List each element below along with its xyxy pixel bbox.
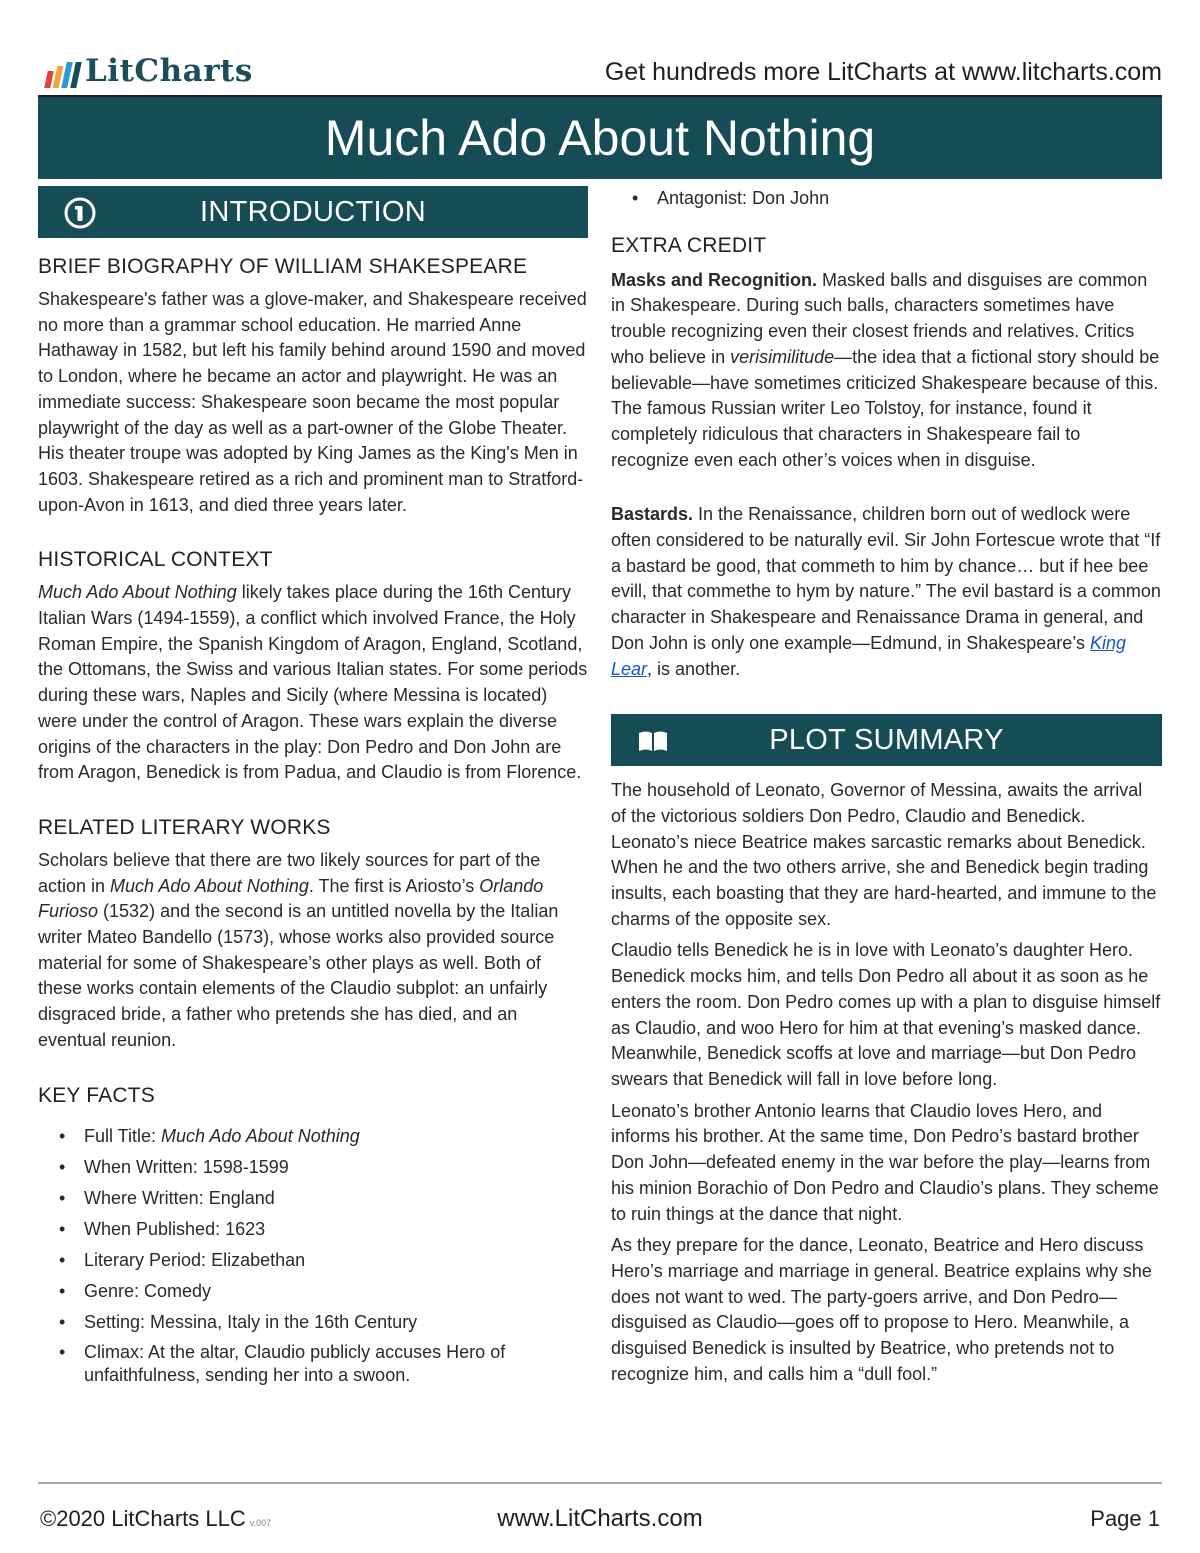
play-title-italic: Much Ado About Nothing: [38, 582, 237, 603]
page-number: Page 1: [1090, 1506, 1160, 1531]
related-text-part: Scholars believe that there are two likely sources for part of the action in: [38, 849, 541, 896]
masks-recognition-label: Masks and Recognition.: [611, 269, 818, 290]
introduction-section-header: [38, 186, 588, 238]
historical-context-text: [38, 580, 588, 786]
related-works-text: [38, 848, 588, 1054]
extra-credit-text-part: In the Renaissance, children born out of wedlock were often considered to be naturally evil. Sir John Fortescue wrote that “If a bastard be good, that commeth to him by chance… but if hee bee evill, that commethe to hym by nature.” The evil bastard is a common character in Shakespeare and Renaissance Drama in general, and Don John is only one example—Edmund, in Shakespeare’s: [611, 504, 1161, 653]
key-fact-value: Elizabethan: [211, 1249, 306, 1270]
key-fact-value: Comedy: [144, 1280, 212, 1301]
plot-paragraph: Claudio tells Benedick he is in love with Leonato’s daughter Hero. Benedick mocks him, and tells Don Pedro all about it as soon as he enters the room. Don Pedro comes up with a plan to disguise himself as Claudio, and woo Hero for him at that evening’s masked dance. Meanwhile, Benedick scoffs at love and marriage—but Don Pedro swears that Benedick will fall in love before long.: [611, 940, 1161, 1089]
version-text: v.007: [249, 1518, 272, 1528]
plot-paragraph: Leonato’s brother Antonio learns that Claudio loves Hero, and informs his brother. At the same time, Don Pedro’s bastard brother Don John—defeated enemy in the war before the play—learns from his minion Borachio of Don Pedro and Claudio’s plans. They scheme to ruin things at the dance that night.: [611, 1100, 1159, 1224]
extra-credit-heading: EXTRA CREDIT: [611, 233, 767, 257]
key-facts-list: [38, 1124, 588, 1387]
introduction-title: INTRODUCTION: [200, 195, 426, 228]
key-fact-item: [38, 1248, 588, 1274]
key-fact-label: When Published:: [84, 1218, 226, 1239]
masks-recognition-text: [611, 268, 1162, 474]
key-fact-label: Where Written:: [84, 1187, 209, 1208]
key-fact-value: 1623: [225, 1218, 266, 1239]
logo-bars-icon: [46, 60, 79, 88]
key-fact-value: Messina, Italy in the 16th Century: [150, 1311, 418, 1332]
page-header: [38, 50, 1162, 96]
page-title: Much Ado About Nothing: [38, 97, 1162, 179]
related-italic-title: Much Ado About Nothing: [110, 875, 309, 896]
key-fact-item: [611, 186, 1162, 212]
key-facts-list-continued: [611, 186, 1162, 212]
header-tagline[interactable]: Get hundreds more LitCharts at www.litcharts.com: [604, 58, 1162, 86]
bastards-label: Bastards.: [611, 504, 694, 525]
biography-text: Shakespeare's father was a glove-maker, and Shakespeare received no more than a grammar school education. He married Anne Hathaway in 1582, but left his family behind around 1590 and moved to London, where he became an actor and playwright. He was an immediate success: Shakespeare soon became the most popular playwright of the day as well as a part-owner of the Globe Theater. His theater troupe was adopted by King James as the King's Men in 1603. Shakespeare retired as a rich and prominent man to Stratford-upon-Avon in 1613, and died three years later.: [38, 289, 587, 515]
key-fact-label: Climax:: [84, 1341, 149, 1362]
biography-heading: BRIEF BIOGRAPHY OF WILLIAM SHAKESPEARE: [38, 255, 528, 278]
right-column: [611, 186, 1162, 1387]
key-fact-item: [38, 1217, 588, 1243]
extra-credit-text-part: —the idea that a fictional story should be believable—have sometimes criticized Shakespeare because of this. The famous Russian writer Leo Tolstoy, for instance, found it completely ridiculous that characters in Shakespeare fail to recognize even each other’s voices when in disguise.: [611, 346, 1160, 470]
key-fact-label: Literary Period:: [84, 1249, 212, 1270]
logo-bar: [70, 62, 82, 88]
key-facts-heading: KEY FACTS: [38, 1083, 155, 1107]
king-lear-link[interactable]: King Lear: [611, 632, 1126, 679]
related-italic-title: Orlando Furioso: [38, 875, 544, 922]
extra-credit-italic: verisimilitude: [730, 346, 835, 367]
plot-paragraph: As they prepare for the dance, Leonato, Beatrice and Hero discuss Hero’s marriage and marriage in general. Beatrice explains why she does not want to wed. The party-goers arrive, and Don Pedro—disguised as Claudio—goes off to propose to Hero. Meanwhile, a disguised Benedick is insulted by Beatrice, who pretends not to recognize him, and calls him a “dull fool.”: [611, 1235, 1152, 1384]
litcharts-logo[interactable]: [46, 54, 253, 88]
plot-paragraph: The household of Leonato, Governor of Messina, awaits the arrival of the victorious soldiers Don Pedro, Claudio and Benedick. Leonato’s niece Beatrice makes sarcastic remarks about Benedick. When he and the two others arrive, she and Benedick begin trading insults, each boasting that they are hard-hearted, and immune to the charms of the opposite sex.: [611, 780, 1157, 929]
related-text-part: (1532) and the second is an untitled novella by the Italian writer Mateo Bandello (1573), whose works also provided source material for some of Shakespeare’s other plays as well. Both of these works contain elements of the Claudio subplot: an unfairly disgraced bride, a father who pretends she has died, and an eventual reunion.: [38, 901, 559, 1050]
key-fact-item: [38, 1279, 588, 1305]
key-fact-item: [38, 1155, 588, 1181]
left-column: [38, 186, 588, 1392]
plot-summary-section-header: [611, 714, 1162, 766]
historical-context-body: likely takes place during the 16th Century Italian Wars (1494-1559), a conflict which involved France, the Holy Roman Empire, the Spanish Kingdom of Aragon, England, Scotland, the Ottomans, the Swiss and various Italian states. For some periods during these wars, Naples and Sicily (where Messina is located) were under the control of Aragon. These wars explain the diverse origins of the characters in the play: Don Pedro and Don John are from Aragon, Benedick is from Padua, and Claudio is from Florence.: [38, 582, 588, 783]
related-works-heading: RELATED LITERARY WORKS: [38, 815, 331, 839]
key-fact-item: [38, 1341, 588, 1387]
key-fact-label: When Written:: [84, 1156, 203, 1177]
related-text-part: . The first is Ariosto’s: [308, 875, 480, 896]
historical-context-heading: HISTORICAL CONTEXT: [38, 548, 273, 572]
footer-website[interactable]: www.LitCharts.com: [497, 1505, 703, 1532]
key-fact-label: Full Title:: [84, 1125, 162, 1146]
footer-divider: [38, 1482, 1162, 1484]
key-fact-item: [38, 1124, 588, 1150]
key-fact-label: Antagonist:: [657, 188, 753, 208]
key-fact-value: 1598-1599: [202, 1156, 289, 1177]
key-fact-value: At the altar, Claudio publicly accuses Hero of unfaithfulness, sending her into a swoon.: [84, 1341, 506, 1385]
extra-credit-text-part: Masked balls and disguises are common in Shakespeare. During such balls, characters sometimes have trouble recognizing even their closest friends and relatives. Critics who believe in: [611, 269, 1148, 367]
bastards-text: [611, 502, 1162, 682]
key-fact-label: Genre:: [84, 1280, 145, 1301]
plot-summary-title: PLOT SUMMARY: [769, 723, 1004, 756]
key-fact-label: Setting:: [84, 1311, 151, 1332]
key-fact-value: England: [208, 1187, 275, 1208]
logo-text: LitCharts: [85, 53, 253, 89]
key-fact-value: Don John: [752, 188, 830, 208]
extra-credit-text-part: , is another.: [647, 658, 741, 679]
key-fact-item: [38, 1310, 588, 1336]
key-fact-value: Much Ado About Nothing: [161, 1125, 360, 1146]
copyright-text: ©2020 LitCharts LLC: [40, 1506, 246, 1531]
key-fact-item: [38, 1186, 588, 1212]
